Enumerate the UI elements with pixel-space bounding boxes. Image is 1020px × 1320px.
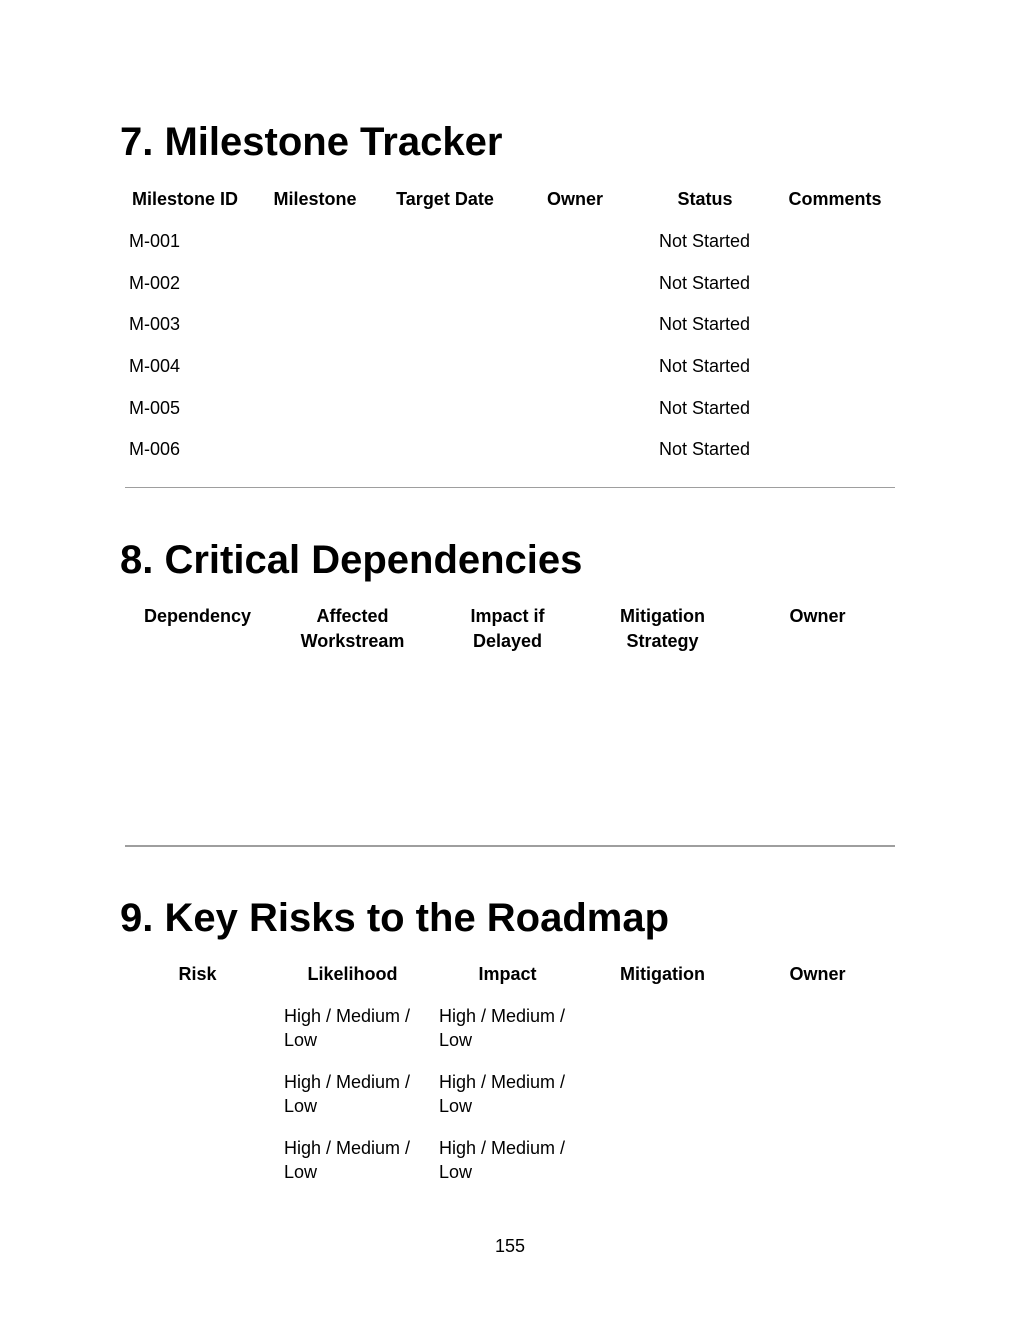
status-cell: Not Started (659, 356, 751, 377)
owner-cell (510, 229, 640, 271)
risk-cell (120, 1004, 275, 1070)
milestone-cell (250, 312, 380, 354)
table-row (120, 229, 900, 271)
cell-line: Low (284, 1030, 318, 1050)
column-header-mitigation: Mitigation (620, 964, 705, 984)
table-row (120, 1004, 895, 1070)
comments-cell (770, 312, 900, 354)
column-header-owner: Owner (546, 189, 603, 209)
status-cell: Not Started (659, 439, 751, 460)
owner-cell (510, 396, 640, 438)
mitigation-cell (585, 1070, 740, 1136)
column-header-milestone: Milestone (273, 189, 357, 209)
table-row (120, 271, 900, 313)
milestone-id-cell: M-001 (129, 231, 181, 251)
table-row (120, 354, 900, 396)
table-row (120, 664, 895, 824)
column-header-mitigation-strategy (585, 604, 740, 664)
key-risks-table (120, 962, 895, 1202)
comments-cell (770, 229, 900, 271)
mitigation-cell (585, 1136, 740, 1202)
cell-line: High / Medium / (284, 1006, 411, 1026)
milestone-cell (250, 396, 380, 438)
milestone-id-cell: M-004 (129, 356, 181, 377)
cell-line: Low (439, 1030, 473, 1050)
target-date-cell (380, 396, 510, 438)
table-cell (120, 664, 275, 824)
column-header-status: Status (677, 189, 733, 209)
owner-cell (510, 354, 640, 396)
section-title-critical-dependencies: 8. Critical Dependencies (120, 538, 583, 582)
column-header-risk: Risk (178, 964, 217, 984)
section-divider (125, 845, 895, 847)
cell-line: Low (284, 1096, 318, 1116)
milestone-tracker-table (120, 187, 900, 479)
table-cell (430, 664, 585, 824)
page-number: 155 (494, 1236, 526, 1256)
header-line: Dependency (143, 606, 252, 626)
target-date-cell (380, 229, 510, 271)
comments-cell (770, 437, 900, 479)
milestone-id-cell: M-006 (129, 439, 181, 460)
header-line: Impact if (470, 606, 545, 626)
section-title-milestone-tracker: 7. Milestone Tracker (120, 120, 503, 164)
owner-cell (740, 1004, 895, 1070)
cell-line: High / Medium / (284, 1072, 411, 1092)
comments-cell (770, 396, 900, 438)
likelihood-cell (275, 1004, 430, 1070)
milestone-cell (250, 437, 380, 479)
header-line: Workstream (300, 631, 405, 651)
cell-line: High / Medium / (439, 1006, 566, 1026)
cell-line: Low (284, 1162, 318, 1182)
risk-cell (120, 1070, 275, 1136)
header-line: Strategy (626, 631, 699, 651)
table-row (120, 1136, 895, 1202)
table-header-row (120, 187, 900, 229)
status-cell: Not Started (659, 314, 751, 335)
comments-cell (770, 271, 900, 313)
section-title-key-risks: 9. Key Risks to the Roadmap (120, 896, 670, 940)
cell-line: Low (439, 1162, 473, 1182)
likelihood-cell (275, 1070, 430, 1136)
column-header-impact: Impact (478, 964, 537, 984)
risk-cell (120, 1136, 275, 1202)
milestone-id-cell: M-002 (129, 272, 181, 293)
critical-dependencies-table (120, 604, 895, 824)
table-row (120, 1070, 895, 1136)
table-cell (585, 664, 740, 824)
cell-line: High / Medium / (284, 1138, 411, 1158)
impact-cell (430, 1070, 585, 1136)
table-header-row (120, 962, 895, 1004)
target-date-cell (380, 271, 510, 313)
target-date-cell (380, 354, 510, 396)
status-cell: Not Started (659, 272, 751, 293)
cell-line: High / Medium / (439, 1072, 566, 1092)
table-row (120, 312, 900, 354)
column-header-affected-workstream (275, 604, 430, 664)
status-cell: Not Started (659, 231, 751, 251)
comments-cell (770, 354, 900, 396)
owner-cell (510, 271, 640, 313)
milestone-cell (250, 354, 380, 396)
impact-cell (430, 1136, 585, 1202)
table-header-row (120, 604, 895, 664)
milestone-cell (250, 229, 380, 271)
milestone-id-cell: M-005 (129, 397, 181, 418)
impact-cell (430, 1004, 585, 1070)
column-header-dependency (120, 604, 275, 664)
milestone-id-cell: M-003 (129, 314, 181, 335)
table-row (120, 396, 900, 438)
column-header-owner (740, 604, 895, 664)
table-cell (275, 664, 430, 824)
column-header-impact-if-delayed (430, 604, 585, 664)
header-line: Affected (316, 606, 389, 626)
owner-cell (740, 1070, 895, 1136)
header-line: Owner (789, 606, 846, 626)
owner-cell (510, 312, 640, 354)
header-line: Mitigation (620, 606, 705, 626)
cell-line: Low (439, 1096, 473, 1116)
column-header-milestone-id: Milestone ID (131, 189, 238, 209)
section-divider (125, 487, 895, 488)
milestone-cell (250, 271, 380, 313)
column-header-comments: Comments (788, 189, 882, 209)
likelihood-cell (275, 1136, 430, 1202)
column-header-target-date: Target Date (396, 189, 494, 209)
status-cell: Not Started (659, 397, 751, 418)
mitigation-cell (585, 1004, 740, 1070)
target-date-cell (380, 437, 510, 479)
owner-cell (740, 1136, 895, 1202)
table-row (120, 437, 900, 479)
owner-cell (510, 437, 640, 479)
cell-line: High / Medium / (439, 1138, 566, 1158)
target-date-cell (380, 312, 510, 354)
header-line: Delayed (472, 631, 543, 651)
table-cell (740, 664, 895, 824)
column-header-likelihood: Likelihood (307, 964, 398, 984)
column-header-owner: Owner (789, 964, 846, 984)
